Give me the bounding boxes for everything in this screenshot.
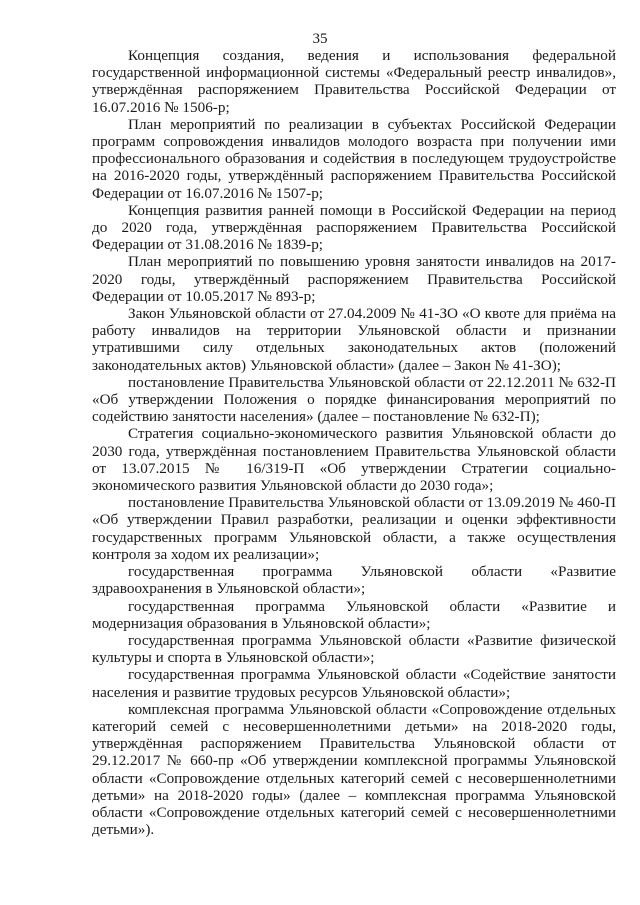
paragraph-resolution-632: постановление Правительства Ульяновской области от 22.12.2011 № 632-П «Об утверждении Положения о порядке финансирования мероприятий по содействию занятости населения» (далее – постановление № 632-П); [92, 373, 616, 426]
paragraph-employment-plan: План мероприятий по повышению уровня занятости инвалидов на 2017-2020 годы, утверждённый распоряжением Правительства Российской Федерации от 10.05.2017 № 893-р; [92, 253, 616, 305]
document-body [92, 47, 616, 838]
paragraph-early-help-concept: Концепция развития ранней помощи в Российской Федерации на период до 2020 года, утверждённая распоряжением Правительства Российской Федерации от 31.08.2016 № 1839-р; [92, 201, 616, 254]
paragraph-quota-law: Закон Ульяновской области от 27.04.2009 № 41-ЗО «О квоте для приёма на работу инвалидов на территории Ульяновской области и признании утратившими силу отдельных законодательных актов (положений законодательных актов) Ульяновской области» (далее – Закон № 41-ЗО); [92, 305, 616, 374]
paragraph-resolution-460: постановление Правительства Ульяновской области от 13.09.2019 № 460-П «Об утверждении Правил разработки, реализации и оценки эффективности государственных программ Ульяновской области, а также осуществления контроля за ходом их реализации»; [92, 494, 616, 563]
paragraph-employment-program: государственная программа Ульяновской области «Содействие занятости населения и развитие трудовых ресурсов Ульяновской области»; [92, 666, 616, 701]
paragraph-young-disabled-support-plan: План мероприятий по реализации в субъектах Российской Федерации программ сопровождения инвалидов молодого возраста при получении ими профессионального образования и содействия в последующем трудоустройстве на 2016-2020 годы, утверждённый распоряжением Правительства Российской Федерации от 16.07.2016 № 1507-р; [92, 115, 616, 202]
paragraph-federal-register-concept: Концепция создания, ведения и использования федеральной государственной информационной системы «Федеральный реестр инвалидов», утверждённая распоряжением Правительства Российской Федерации от 16.07.2016 № 1506-р; [92, 47, 616, 116]
paragraph-education-program: государственная программа Ульяновской области «Развитие и модернизация образования в Ульяновской области»; [92, 597, 616, 632]
paragraph-family-support-program: комплексная программа Ульяновской области «Сопровождение отдельных категорий семей с несовершеннолетними детьми» на 2018-2020 годы, утверждённая распоряжением Правительства Ульяновской области от 29.12.2017 № 660-пр «Об утверждении комплексной программы Ульяновской области «Сопровождение отдельных категорий семей с несовершеннолетними детьми» на 2018-2020 годы» (далее – комплексная программа Ульяновской области «Сопровождение отдельных категорий семей с несовершеннолетними детьми»). [92, 700, 616, 839]
paragraph-development-strategy: Стратегия социально-экономического развития Ульяновской области до 2030 года, утверждённая постановлением Правительства Ульяновской области от 13.07.2015 № 16/319-П «Об утверждении Стратегии социально-экономического развития Ульяновской области до 2030 года»; [92, 425, 616, 495]
paragraph-sports-program: государственная программа Ульяновской области «Развитие физической культуры и спорта в Ульяновской области»; [92, 631, 616, 667]
page-number: 35 [312, 31, 328, 47]
paragraph-healthcare-program: государственная программа Ульяновской области «Развитие здравоохранения в Ульяновской области»; [92, 563, 616, 598]
